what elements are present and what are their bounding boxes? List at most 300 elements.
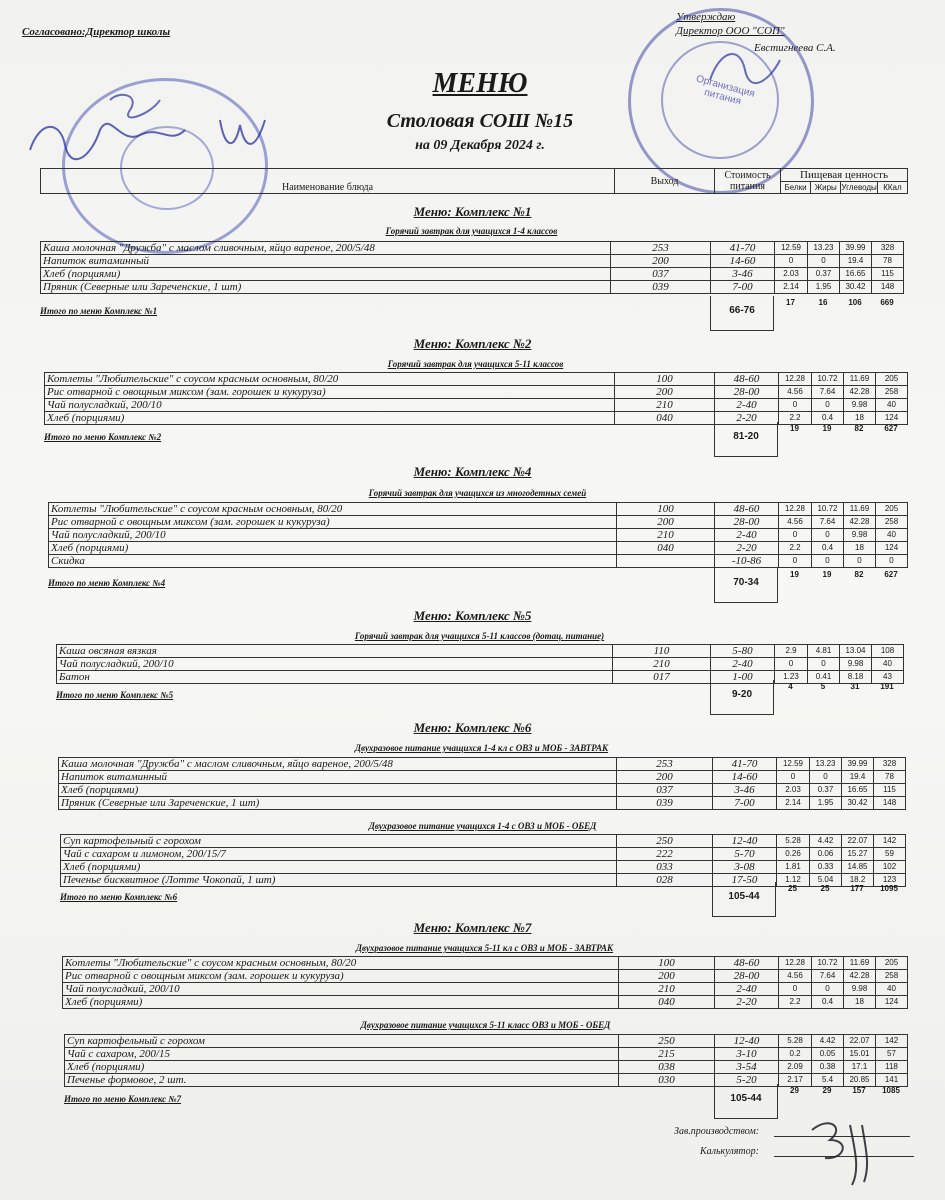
dish-cost: 2-40 xyxy=(715,399,779,412)
total-fat: 25 xyxy=(820,884,830,893)
dish-fat: 0.05 xyxy=(812,1048,844,1061)
total-carbs: 157 xyxy=(852,1086,866,1095)
dish-fat: 0 xyxy=(808,658,840,671)
dish-output: 200 xyxy=(619,970,715,983)
dish-name: Печенье формовое, 2 шт. xyxy=(65,1074,619,1087)
dish-cost: 3-46 xyxy=(713,784,777,797)
dish-kcal: 40 xyxy=(876,399,908,412)
total-kcal: 1095 xyxy=(880,884,898,893)
dish-carbs: 42.28 xyxy=(844,516,876,529)
dish-output: 210 xyxy=(613,658,711,671)
table-row xyxy=(65,1074,908,1087)
table-row xyxy=(59,784,906,797)
dish-name: Котлеты "Любительские" с соусом красным основным, 80/20 xyxy=(49,503,617,516)
table-row xyxy=(65,1061,908,1074)
dish-protein: 1.23 xyxy=(775,671,808,684)
dish-output: 033 xyxy=(617,861,713,874)
dish-kcal: 328 xyxy=(872,242,904,255)
dish-output: 037 xyxy=(617,784,713,797)
dish-name: Батон xyxy=(57,671,613,684)
dish-name: Хлеб (порциями) xyxy=(63,996,619,1009)
dish-output: 040 xyxy=(617,542,715,555)
dish-kcal: 258 xyxy=(876,970,908,983)
table-row xyxy=(41,255,904,268)
header-carbs: Углеводы xyxy=(841,183,877,192)
table-row xyxy=(63,970,908,983)
dish-name: Скидка xyxy=(49,555,617,568)
dish-kcal: 328 xyxy=(874,758,906,771)
dish-carbs: 19.4 xyxy=(840,255,872,268)
dish-kcal: 118 xyxy=(876,1061,908,1074)
dish-name: Хлеб (порциями) xyxy=(61,861,617,874)
total-protein: 25 xyxy=(788,884,797,893)
dish-name: Котлеты "Любительские" с соусом красным основным, 80/20 xyxy=(63,957,619,970)
dish-cost: 41-70 xyxy=(713,758,777,771)
dish-name: Напиток витаминный xyxy=(59,771,617,784)
table-row xyxy=(57,658,904,671)
total-carbs: 106 xyxy=(848,298,862,307)
dish-kcal: 78 xyxy=(874,771,906,784)
menu-total-nutrition xyxy=(778,1086,907,1095)
dish-kcal: 124 xyxy=(876,996,908,1009)
dish-fat: 0.33 xyxy=(810,861,842,874)
dish-name: Рис отварной с овощным миксом (зам. горошек и кукуруза) xyxy=(45,386,615,399)
dish-cost: 14-60 xyxy=(711,255,775,268)
dish-kcal: 141 xyxy=(876,1074,908,1087)
dish-name: Хлеб (порциями) xyxy=(65,1061,619,1074)
dish-kcal: 205 xyxy=(876,957,908,970)
dish-carbs: 19.4 xyxy=(842,771,874,784)
menu-table xyxy=(64,1034,908,1087)
dish-cost: 2-20 xyxy=(715,412,779,425)
dish-cost: 5-20 xyxy=(715,1074,779,1087)
dish-protein: 12.59 xyxy=(775,242,808,255)
dish-fat: 0.4 xyxy=(812,542,844,555)
dish-protein: 0 xyxy=(775,255,808,268)
total-carbs: 31 xyxy=(850,682,860,691)
dish-carbs: 18 xyxy=(844,412,876,425)
dish-fat: 0 xyxy=(808,255,840,268)
dish-cost: -10-86 xyxy=(715,555,779,568)
header-kcal: ККал xyxy=(883,183,902,192)
dish-fat: 0 xyxy=(812,529,844,542)
table-row xyxy=(61,835,906,848)
dish-fat: 13.23 xyxy=(810,758,842,771)
footer-production: Зав.производством: xyxy=(674,1126,760,1137)
dish-fat: 5.04 xyxy=(810,874,842,887)
dish-output: 100 xyxy=(615,373,715,386)
total-carbs: 82 xyxy=(854,424,864,433)
dish-output: 200 xyxy=(617,771,713,784)
dish-fat: 0.37 xyxy=(808,268,840,281)
dish-kcal: 40 xyxy=(876,529,908,542)
total-kcal: 669 xyxy=(880,298,894,307)
menu-subsection-title: Двухразовое питание учащихся 5-11 класс ОВЗ и МОБ - ОБЕД xyxy=(360,1020,611,1030)
dish-cost: 28-00 xyxy=(715,970,779,983)
dish-output: 100 xyxy=(617,503,715,516)
table-row xyxy=(49,555,908,568)
dish-name: Пряник (Северные или Зареченские, 1 шт) xyxy=(41,281,611,294)
menu-table xyxy=(58,757,906,810)
dish-cost: 3-10 xyxy=(715,1048,779,1061)
dish-name: Котлеты "Любительские" с соусом красным основным, 80/20 xyxy=(45,373,615,386)
dish-carbs: 16.65 xyxy=(840,268,872,281)
dish-carbs: 22.07 xyxy=(844,1035,876,1048)
dish-output: 110 xyxy=(613,645,711,658)
dish-cost: 2-40 xyxy=(715,983,779,996)
dish-carbs: 39.99 xyxy=(842,758,874,771)
dish-kcal: 148 xyxy=(874,797,906,810)
dish-name: Чай с сахаром и лимоном, 200/15/7 xyxy=(61,848,617,861)
dish-name: Рис отварной с овощным миксом (зам. горошек и кукуруза) xyxy=(49,516,617,529)
menu-total-cost: 105-44 xyxy=(712,882,776,917)
dish-protein: 2.17 xyxy=(779,1074,812,1087)
dish-name: Напиток витаминный xyxy=(41,255,611,268)
dish-name: Каша овсяная вязкая xyxy=(57,645,613,658)
total-carbs: 177 xyxy=(850,884,864,893)
dish-carbs: 13.04 xyxy=(840,645,872,658)
dish-fat: 4.81 xyxy=(808,645,840,658)
dish-output: 200 xyxy=(611,255,711,268)
dish-protein: 0 xyxy=(779,555,812,568)
dish-protein: 5.28 xyxy=(779,1035,812,1048)
menu-subsection-title: Двухразовое питание учащихся 5-11 кл с ОВЗ и МОБ - ЗАВТРАК xyxy=(355,943,614,953)
table-row xyxy=(65,1048,908,1061)
dish-cost: 3-08 xyxy=(713,861,777,874)
dish-fat: 7.64 xyxy=(812,970,844,983)
dish-carbs: 22.07 xyxy=(842,835,874,848)
dish-output: 215 xyxy=(619,1048,715,1061)
dish-cost: 2-20 xyxy=(715,996,779,1009)
total-protein: 17 xyxy=(786,298,795,307)
dish-output: 200 xyxy=(617,516,715,529)
table-row xyxy=(49,503,908,516)
table-row xyxy=(49,529,908,542)
table-row xyxy=(59,771,906,784)
approval-right-line1: Утверждаю xyxy=(676,11,736,23)
dish-name: Каша молочная "Дружба" с маслом сливочным, яйцо вареное, 200/5/48 xyxy=(59,758,617,771)
dish-protein: 0 xyxy=(777,771,810,784)
dish-carbs: 8.18 xyxy=(840,671,872,684)
dish-cost: 12-40 xyxy=(715,1035,779,1048)
dish-carbs: 9.98 xyxy=(844,983,876,996)
table-row xyxy=(45,399,908,412)
menu-table xyxy=(40,241,904,294)
dish-output: 210 xyxy=(617,529,715,542)
dish-fat: 4.42 xyxy=(810,835,842,848)
dish-name: Каша молочная "Дружба" с маслом сливочным, яйцо вареное, 200/5/48 xyxy=(41,242,611,255)
menu-total-label: Итого по меню Комплекс №2 xyxy=(44,432,162,442)
dish-output: 028 xyxy=(617,874,713,887)
dish-carbs: 9.98 xyxy=(844,399,876,412)
menu-subsection-title: Горячий завтрак для учащихся 5-11 классов (дотац. питание) xyxy=(354,631,605,641)
menu-total-label: Итого по меню Комплекс №7 xyxy=(64,1094,182,1104)
dish-kcal: 40 xyxy=(872,658,904,671)
dish-fat: 10.72 xyxy=(812,957,844,970)
dish-protein: 12.28 xyxy=(779,503,812,516)
dish-fat: 0.4 xyxy=(812,996,844,1009)
dish-name: Рис отварной с овощным миксом (зам. горошек и кукуруза) xyxy=(63,970,619,983)
header-name: Наименование блюда xyxy=(41,169,615,193)
dish-output: 039 xyxy=(617,797,713,810)
dish-output: 253 xyxy=(611,242,711,255)
menu-total-cost: 81-20 xyxy=(714,422,778,457)
dish-kcal: 102 xyxy=(874,861,906,874)
table-row xyxy=(61,861,906,874)
dish-cost: 5-80 xyxy=(711,645,775,658)
total-kcal: 191 xyxy=(880,682,894,691)
dish-output: 100 xyxy=(619,957,715,970)
dish-output xyxy=(617,555,715,568)
menu-subsection-title: Горячий завтрак для учащихся 5-11 классов xyxy=(387,359,564,369)
dish-kcal: 43 xyxy=(872,671,904,684)
dish-protein: 0 xyxy=(775,658,808,671)
dish-name: Чай полусладкий, 200/10 xyxy=(45,399,615,412)
dish-carbs: 11.69 xyxy=(844,957,876,970)
dish-protein: 0.2 xyxy=(779,1048,812,1061)
total-fat: 19 xyxy=(822,570,832,579)
footer-calculator: Калькулятор: xyxy=(700,1146,759,1157)
dish-carbs: 0 xyxy=(844,555,876,568)
dish-fat: 7.64 xyxy=(812,386,844,399)
dish-name: Печенье бисквитное (Лотте Чокопай, 1 шт) xyxy=(61,874,617,887)
header-cost: Стоимость питания xyxy=(715,169,781,193)
dish-cost: 28-00 xyxy=(715,516,779,529)
total-fat: 16 xyxy=(818,298,828,307)
dish-kcal: 115 xyxy=(874,784,906,797)
header-nutrition-title: Пищевая ценность xyxy=(781,169,907,182)
dish-carbs: 9.98 xyxy=(840,658,872,671)
menu-section-title: Меню: Комплекс №7 xyxy=(413,920,532,935)
dish-protein: 1.12 xyxy=(777,874,810,887)
dish-name: Суп картофельный с горохом xyxy=(65,1035,619,1048)
dish-output: 250 xyxy=(619,1035,715,1048)
dish-fat: 0.4 xyxy=(812,412,844,425)
page-title: МЕНЮ xyxy=(432,68,528,99)
total-kcal: 627 xyxy=(884,570,898,579)
approval-right-name: Евстигнеева С.А. xyxy=(754,42,836,54)
dish-carbs: 42.28 xyxy=(844,970,876,983)
menu-total-nutrition xyxy=(774,298,903,307)
dish-kcal: 40 xyxy=(876,983,908,996)
dish-fat: 1.95 xyxy=(810,797,842,810)
dish-carbs: 30.42 xyxy=(842,797,874,810)
dish-protein: 0.26 xyxy=(777,848,810,861)
dish-cost: 28-00 xyxy=(715,386,779,399)
dish-kcal: 123 xyxy=(874,874,906,887)
dish-cost: 5-70 xyxy=(713,848,777,861)
dish-fat: 0.06 xyxy=(810,848,842,861)
menu-table xyxy=(56,644,904,684)
menu-section-title: Меню: Комплекс №4 xyxy=(413,464,532,479)
dish-name: Чай полусладкий, 200/10 xyxy=(57,658,613,671)
dish-protein: 0 xyxy=(779,399,812,412)
dish-cost: 12-40 xyxy=(713,835,777,848)
table-row xyxy=(61,848,906,861)
menu-subsection-title: Горячий завтрак для учащихся из многодетных семей xyxy=(368,488,587,498)
dish-carbs: 30.42 xyxy=(840,281,872,294)
dish-cost: 7-00 xyxy=(711,281,775,294)
menu-total-cost: 70-34 xyxy=(714,568,778,603)
dish-carbs: 9.98 xyxy=(844,529,876,542)
dish-name: Хлеб (порциями) xyxy=(59,784,617,797)
menu-subsection-title: Двухразовое питание учащихся 1-4 кл с ОВЗ и МОБ - ЗАВТРАК xyxy=(354,743,609,753)
dish-cost: 1-00 xyxy=(711,671,775,684)
dish-output: 037 xyxy=(611,268,711,281)
dish-kcal: 124 xyxy=(876,542,908,555)
dish-protein: 1.81 xyxy=(777,861,810,874)
dish-kcal: 59 xyxy=(874,848,906,861)
dish-cost: 14-60 xyxy=(713,771,777,784)
menu-total-label: Итого по меню Комплекс №5 xyxy=(56,690,174,700)
dish-output: 200 xyxy=(615,386,715,399)
header-fat: Жиры xyxy=(811,182,841,193)
menu-total-cost: 66-76 xyxy=(710,296,774,331)
dish-output: 038 xyxy=(619,1061,715,1074)
dish-protein: 2.14 xyxy=(777,797,810,810)
table-row xyxy=(45,373,908,386)
stamp-text: Организация питания xyxy=(694,73,756,108)
table-row xyxy=(41,281,904,294)
company-stamp xyxy=(628,8,814,194)
dish-name: Пряник (Северные или Зареченские, 1 шт) xyxy=(59,797,617,810)
dish-output: 250 xyxy=(617,835,713,848)
dish-carbs: 20.85 xyxy=(844,1074,876,1087)
dish-protein: 12.59 xyxy=(777,758,810,771)
total-kcal: 1085 xyxy=(882,1086,900,1095)
dish-fat: 1.95 xyxy=(808,281,840,294)
menu-total-nutrition xyxy=(778,570,907,579)
menu-table xyxy=(48,502,908,568)
page-subtitle: Столовая СОШ №15 xyxy=(386,110,574,132)
dish-output: 222 xyxy=(617,848,713,861)
dish-fat: 0.37 xyxy=(810,784,842,797)
dish-kcal: 108 xyxy=(872,645,904,658)
menu-total-nutrition xyxy=(778,424,907,433)
dish-carbs: 39.99 xyxy=(840,242,872,255)
dish-carbs: 11.69 xyxy=(844,373,876,386)
dish-protein: 2.2 xyxy=(779,412,812,425)
page-date: на 09 Декабря 2024 г. xyxy=(415,138,545,153)
dish-name: Чай полусладкий, 200/10 xyxy=(63,983,619,996)
dish-fat: 0 xyxy=(812,555,844,568)
dish-fat: 13.23 xyxy=(808,242,840,255)
dish-fat: 7.64 xyxy=(812,516,844,529)
total-fat: 29 xyxy=(822,1086,832,1095)
dish-carbs: 42.28 xyxy=(844,386,876,399)
dish-protein: 2.09 xyxy=(779,1061,812,1074)
table-row xyxy=(49,542,908,555)
dish-name: Чай с сахаром, 200/15 xyxy=(65,1048,619,1061)
table-row xyxy=(63,983,908,996)
table-row xyxy=(45,386,908,399)
dish-kcal: 142 xyxy=(874,835,906,848)
table-row xyxy=(49,516,908,529)
dish-name: Суп картофельный с горохом xyxy=(61,835,617,848)
total-protein: 19 xyxy=(790,570,799,579)
dish-carbs: 15.27 xyxy=(842,848,874,861)
dish-protein: 2.03 xyxy=(775,268,808,281)
dish-kcal: 78 xyxy=(872,255,904,268)
table-row xyxy=(63,996,908,1009)
menu-total-label: Итого по меню Комплекс №6 xyxy=(60,892,178,902)
dish-protein: 2.2 xyxy=(779,542,812,555)
approval-left-label: Согласовано:Директор школы xyxy=(22,26,171,38)
dish-fat: 10.72 xyxy=(812,373,844,386)
dish-kcal: 0 xyxy=(876,555,908,568)
dish-protein: 5.28 xyxy=(777,835,810,848)
dish-fat: 5.4 xyxy=(812,1074,844,1087)
dish-carbs: 14.85 xyxy=(842,861,874,874)
menu-total-label: Итого по меню Комплекс №4 xyxy=(48,578,166,588)
dish-kcal: 258 xyxy=(876,516,908,529)
total-protein: 19 xyxy=(790,424,799,433)
dish-cost: 2-40 xyxy=(711,658,775,671)
menu-total-nutrition xyxy=(774,682,903,691)
table-row xyxy=(59,797,906,810)
dish-kcal: 148 xyxy=(872,281,904,294)
header-nutrition xyxy=(781,169,907,193)
dish-kcal: 57 xyxy=(876,1048,908,1061)
dish-carbs: 18 xyxy=(844,542,876,555)
menu-total-cost: 105-44 xyxy=(714,1084,778,1119)
dish-cost: 7-00 xyxy=(713,797,777,810)
dish-cost: 48-60 xyxy=(715,503,779,516)
total-kcal: 627 xyxy=(884,424,898,433)
dish-output: 039 xyxy=(611,281,711,294)
dish-fat: 0 xyxy=(812,399,844,412)
dish-output: 030 xyxy=(619,1074,715,1087)
menu-table xyxy=(60,834,906,887)
header-protein: Белки xyxy=(781,182,811,193)
dish-kcal: 142 xyxy=(876,1035,908,1048)
dish-output: 017 xyxy=(613,671,711,684)
table-row xyxy=(41,268,904,281)
total-protein: 29 xyxy=(790,1086,799,1095)
dish-protein: 12.28 xyxy=(779,373,812,386)
dish-name: Хлеб (порциями) xyxy=(41,268,611,281)
dish-output: 040 xyxy=(619,996,715,1009)
dish-cost: 3-54 xyxy=(715,1061,779,1074)
dish-cost: 41-70 xyxy=(711,242,775,255)
dish-carbs: 11.69 xyxy=(844,503,876,516)
dish-cost: 48-60 xyxy=(715,957,779,970)
total-fat: 5 xyxy=(820,682,826,691)
menu-section-title: Меню: Комплекс №1 xyxy=(413,204,532,219)
dish-fat: 0 xyxy=(810,771,842,784)
production-signature xyxy=(800,1110,880,1190)
dish-cost: 17-50 xyxy=(713,874,777,887)
dish-protein: 2.2 xyxy=(779,996,812,1009)
dish-protein: 2.03 xyxy=(777,784,810,797)
dish-carbs: 16.65 xyxy=(842,784,874,797)
dish-kcal: 124 xyxy=(876,412,908,425)
dish-output: 210 xyxy=(615,399,715,412)
table-header xyxy=(40,168,908,194)
menu-section-title: Меню: Комплекс №2 xyxy=(413,336,532,351)
table-row xyxy=(45,412,908,425)
dish-cost: 2-40 xyxy=(715,529,779,542)
dish-output: 210 xyxy=(619,983,715,996)
dish-carbs: 18 xyxy=(844,996,876,1009)
dish-carbs: 17.1 xyxy=(844,1061,876,1074)
menu-total-label: Итого по меню Комплекс №1 xyxy=(40,306,158,316)
dish-name: Чай полусладкий, 200/10 xyxy=(49,529,617,542)
approver-signature xyxy=(700,40,790,100)
total-protein: 4 xyxy=(788,682,793,691)
dish-name: Хлеб (порциями) xyxy=(45,412,615,425)
dish-protein: 2.14 xyxy=(775,281,808,294)
